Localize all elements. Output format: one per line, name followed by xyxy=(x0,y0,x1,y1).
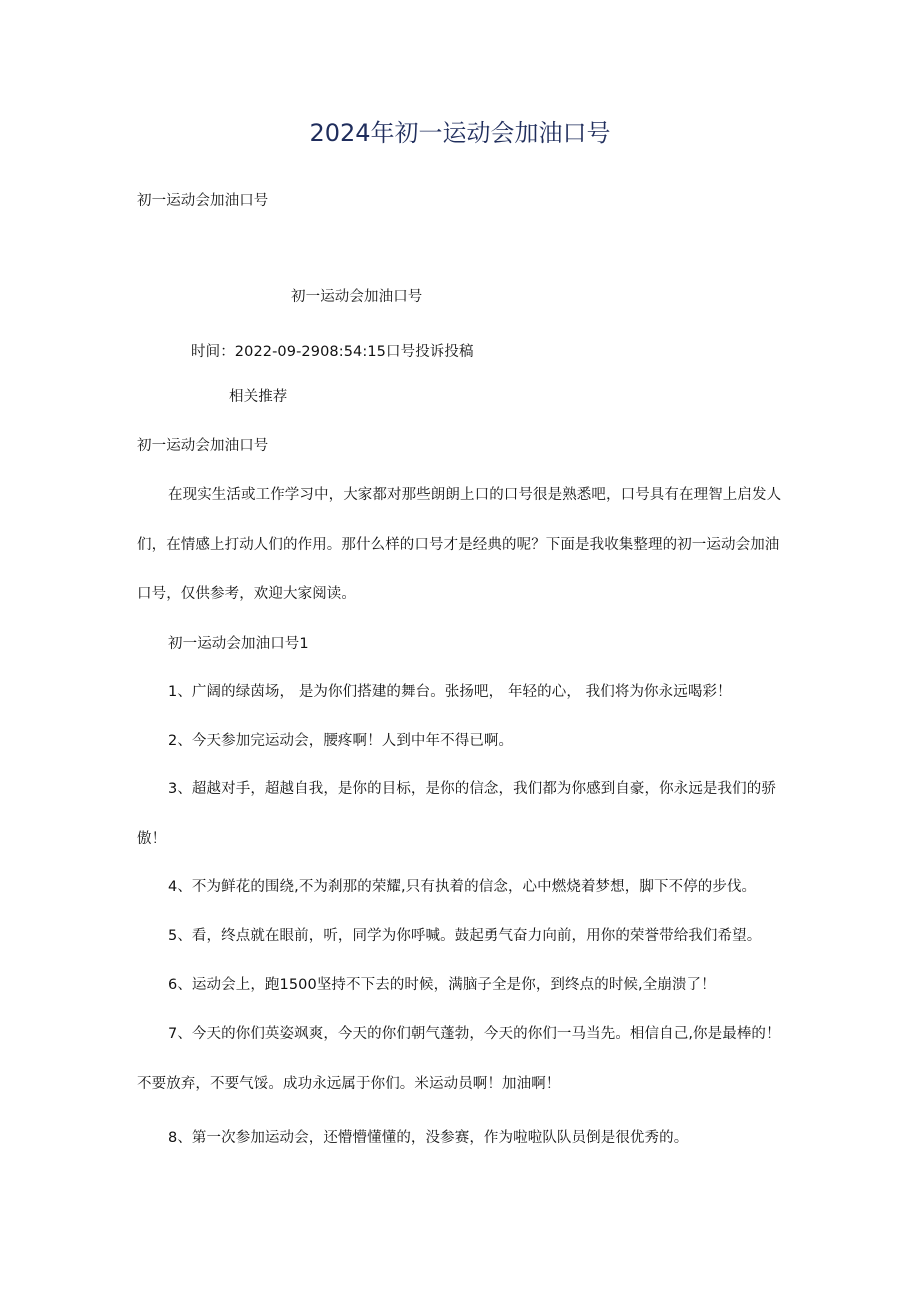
intro-line: 们，在情感上打动人们的作用。那什么样的口号才是经典的呢？下面是我收集整理的初一运动会加油 xyxy=(137,537,780,553)
document-title: 2024年初一运动会加油口号 xyxy=(309,119,611,147)
slogan-item-continuation: 傲！ xyxy=(137,831,167,847)
slogan-item: 2、今天参加完运动会，腰疼啊！人到中年不得已啊。 xyxy=(168,733,514,749)
slogan-item: 3、超越对手，超越自我，是你的目标，是你的信念，我们都为你感到自豪，你永远是我们的骄 xyxy=(168,781,776,797)
article-meta: 时间：2022-09-2908:54:15口号投诉投稿 xyxy=(191,344,474,360)
section-heading: 初一运动会加油口号 xyxy=(137,438,269,454)
slogan-item: 5、看，终点就在眼前，听，同学为你呼喊。鼓起勇气奋力向前，用你的荣誉带给我们希望。 xyxy=(168,928,762,944)
slogan-item-continuation: 不要放弃，不要气馁。成功永远属于你们。米运动员啊！加油啊！ xyxy=(137,1076,561,1092)
slogan-item: 4、不为鲜花的围绕,不为刹那的荣耀,只有执着的信念，心中燃烧着梦想，脚下不停的步伐。 xyxy=(168,879,757,895)
article-title: 初一运动会加油口号 xyxy=(291,289,423,305)
list-heading: 初一运动会加油口号1 xyxy=(168,636,309,652)
slogan-item: 1、广阔的绿茵场， 是为你们搭建的舞台。张扬吧， 年轻的心， 我们将为你永远喝彩！ xyxy=(168,684,732,700)
related-recommendations-link[interactable]: 相关推荐 xyxy=(229,389,288,405)
intro-line: 在现实生活或工作学习中，大家都对那些朗朗上口的口号很是熟悉吧，口号具有在理智上启发人 xyxy=(168,487,782,503)
document-subtitle: 初一运动会加油口号 xyxy=(137,193,269,209)
slogan-item: 8、第一次参加运动会，还懵懵懂懂的，没参赛，作为啦啦队队员倒是很优秀的。 xyxy=(168,1130,689,1146)
intro-line: 口号，仅供参考，欢迎大家阅读。 xyxy=(137,586,356,602)
slogan-item: 6、运动会上，跑1500坚持不下去的时候，满脑子全是你，到终点的时候,全崩溃了！ xyxy=(168,977,716,993)
slogan-item: 7、今天的你们英姿飒爽，今天的你们朝气蓬勃，今天的你们一马当先。相信自己,你是最棒的！ xyxy=(168,1026,781,1042)
